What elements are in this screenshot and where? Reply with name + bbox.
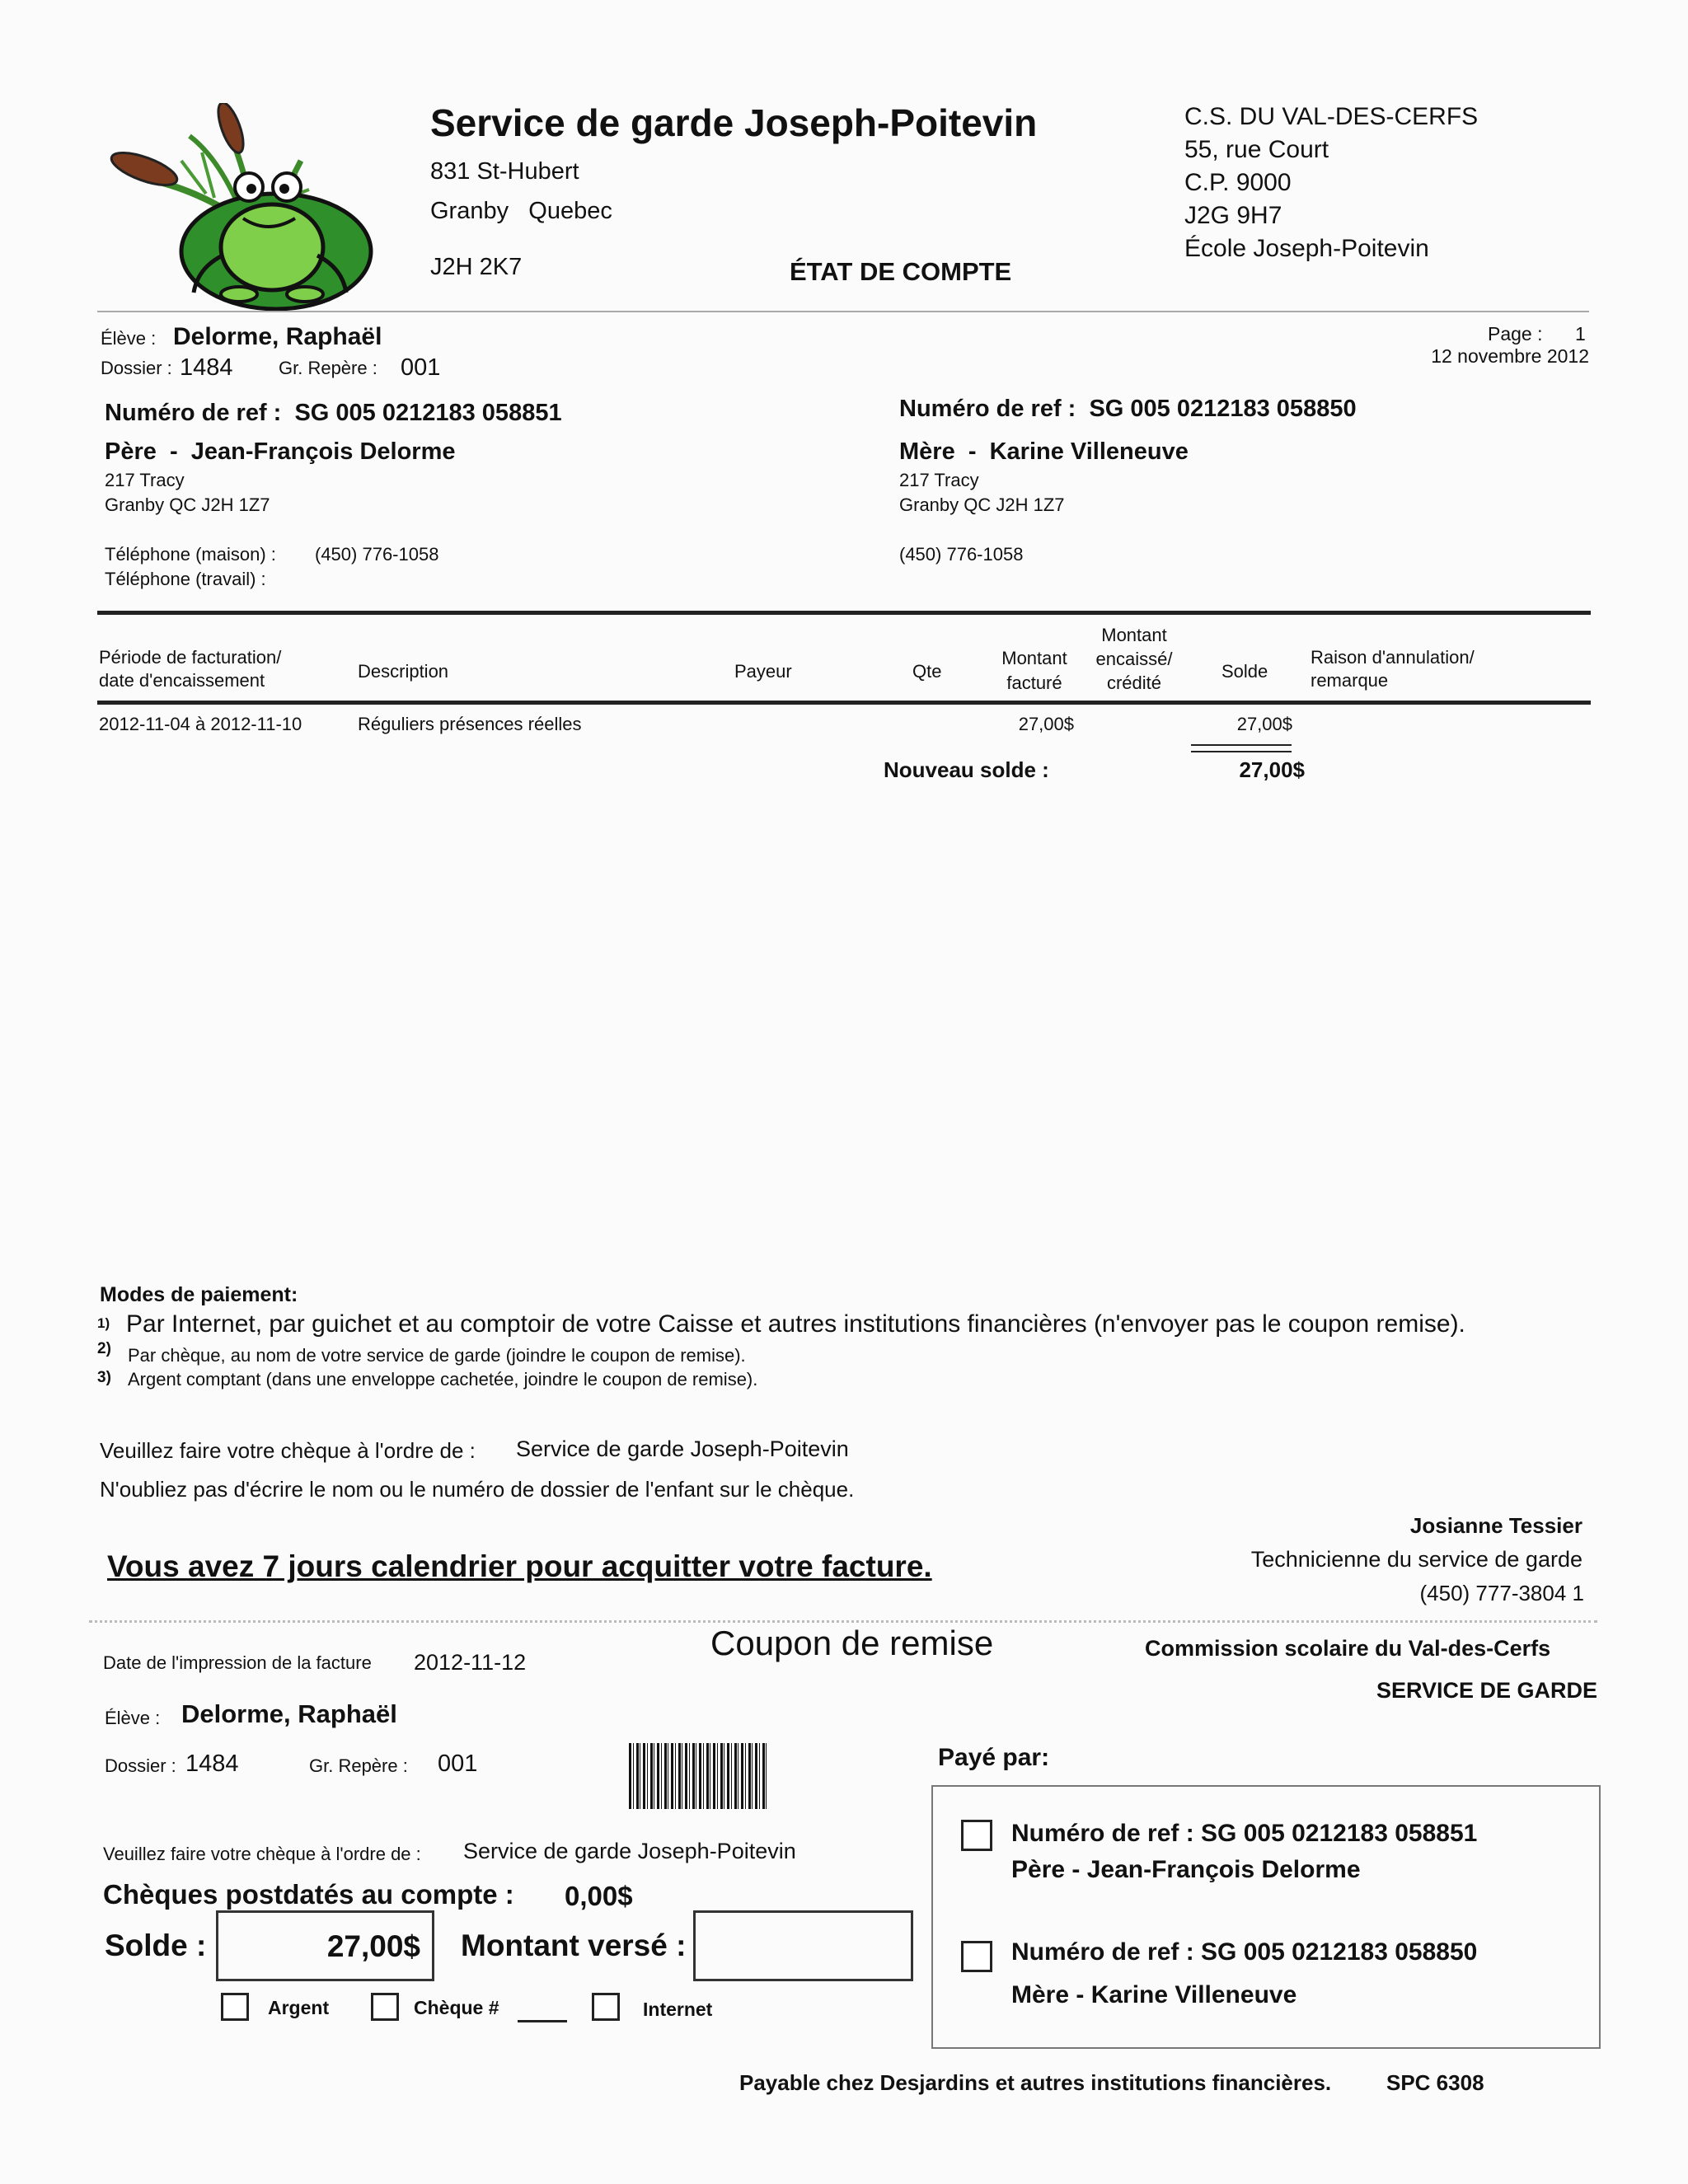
student-label: Élève : — [101, 328, 157, 349]
school-name: Service de garde Joseph-Poitevin — [430, 101, 1038, 144]
col-facture-l1: Montant — [1001, 648, 1067, 668]
paid-by-label: Payé par: — [938, 1744, 1050, 1771]
contact-title: Technicienne du service de garde — [1250, 1547, 1582, 1572]
internet-label: Internet — [643, 1999, 713, 2020]
internet-checkbox[interactable] — [592, 1993, 620, 2021]
table-top-rule — [97, 611, 1591, 615]
print-date-value: 2012-11-12 — [414, 1650, 527, 1675]
row-periode: 2012-11-04 à 2012-11-10 — [99, 714, 302, 734]
mode-number: 2) — [97, 1340, 111, 1357]
ref-label: Numéro de ref : — [899, 396, 1076, 422]
postdated-label: Chèques postdatés au compte : — [103, 1879, 514, 1910]
col-payeur: Payeur — [734, 661, 792, 682]
payer-checkbox-mother[interactable] — [961, 1941, 992, 1972]
mother-street: 217 Tracy — [899, 470, 979, 490]
cheque-order-to: Service de garde Joseph-Poitevin — [516, 1436, 849, 1461]
father-role-name: Père - Jean-François Delorme — [105, 438, 456, 465]
mode-text: Par chèque, au nom de votre service de garde (joindre le coupon de remise). — [128, 1345, 746, 1366]
page-label: Page : — [1488, 323, 1543, 344]
coupon-eleve-label: Élève : — [105, 1708, 161, 1728]
cut-line — [89, 1620, 1597, 1623]
school-postal: J2H 2K7 — [430, 254, 523, 280]
coupon-dossier-label: Dossier : — [105, 1755, 176, 1776]
col-periode — [99, 646, 281, 692]
parent-role: Mère — [899, 438, 955, 465]
phone-home-label: Téléphone (maison) : — [105, 544, 276, 565]
mother-city: Granby QC J2H 1Z7 — [899, 494, 1065, 515]
mode-number: 1) — [97, 1315, 110, 1331]
mother-phone-home: (450) 776-1058 — [899, 544, 1024, 565]
coupon-code: SPC 6308 — [1386, 2070, 1484, 2095]
col-raison-l2: remarque — [1311, 670, 1389, 691]
table-header-rule — [97, 701, 1591, 705]
coupon-repere-value: 001 — [438, 1750, 478, 1777]
board-address — [1184, 101, 1478, 265]
coupon-title: Coupon de remise — [710, 1624, 994, 1662]
ref-number: SG 005 0212183 058850 — [1089, 396, 1357, 422]
board-line: J2G 9H7 — [1184, 202, 1282, 229]
coupon-solde-value: 27,00$ — [326, 1929, 420, 1963]
repere-label: Gr. Repère : — [279, 358, 377, 378]
col-qte: Qte — [912, 661, 942, 682]
payer-mother-name: Mère - Karine Villeneuve — [1011, 1981, 1297, 2008]
payer-father-ref: Numéro de ref : SG 005 0212183 058851 — [1011, 1820, 1478, 1847]
father-street: 217 Tracy — [105, 470, 185, 490]
frog-logo — [107, 103, 383, 313]
father-phone-home: (450) 776-1058 — [315, 544, 439, 565]
document-title: ÉTAT DE COMPTE — [790, 257, 1012, 286]
ref-label: Numéro de ref : — [105, 400, 282, 426]
col-facture-l2: facturé — [1006, 673, 1062, 693]
board-line: C.S. DU VAL-DES-CERFS — [1184, 103, 1479, 130]
total-rule — [1191, 751, 1292, 752]
col-facture — [985, 646, 1084, 696]
col-solde: Solde — [1221, 661, 1268, 682]
amount-paid-input[interactable] — [693, 1910, 913, 1981]
cheque-checkbox[interactable] — [371, 1993, 399, 2021]
coupon-board-name: Commission scolaire du Val-des-Cerfs — [1145, 1636, 1551, 1661]
new-balance-value: 27,00$ — [1239, 757, 1305, 782]
page-number: 1 — [1575, 323, 1586, 344]
col-encaisse — [1085, 623, 1184, 695]
print-date-label: Date de l'impression de la facture — [103, 1652, 372, 1673]
phone-work-label: Téléphone (travail) : — [105, 569, 266, 589]
divider — [97, 311, 1589, 312]
repere-value: 001 — [401, 354, 441, 381]
contact-name: Josianne Tessier — [1409, 1513, 1582, 1538]
parent-role: Père — [105, 438, 157, 465]
board-line: 55, rue Court — [1184, 136, 1329, 163]
coupon-footer: Payable chez Desjardins et autres institutions financières. — [739, 2070, 1332, 2095]
school-city-line — [430, 198, 612, 225]
col-encaisse-l2: encaissé/ — [1095, 649, 1173, 669]
eleve-label: Élève — [101, 328, 147, 349]
coupon-order-to: Service de garde Joseph-Poitevin — [463, 1839, 796, 1863]
col-periode-l2: date d'encaissement — [99, 670, 265, 691]
statement-date: 12 novembre 2012 — [1431, 345, 1589, 367]
payer-checkbox-father[interactable] — [961, 1820, 992, 1851]
coupon-student-name: Delorme, Raphaël — [181, 1699, 397, 1728]
father-ref — [105, 400, 562, 427]
col-raison-l1: Raison d'annulation/ — [1311, 647, 1475, 668]
father-city: Granby QC J2H 1Z7 — [105, 494, 270, 515]
cheque-order-label: Veuillez faire votre chèque à l'ordre de : — [100, 1438, 476, 1463]
coupon-solde-label: Solde : — [105, 1929, 207, 1962]
mode-text: Par Internet, par guichet et au comptoir de votre Caisse et autres institutions financières (n'envoyer pas le coupon remise). — [126, 1310, 1465, 1338]
contact-phone: (450) 777-3804 1 — [1419, 1581, 1584, 1605]
payment-deadline: Vous avez 7 jours calendrier pour acquitter votre facture. — [107, 1549, 932, 1583]
col-encaisse-l3: crédité — [1106, 673, 1162, 693]
school-province: Quebec — [528, 198, 612, 224]
col-raison — [1311, 646, 1475, 692]
row-description: Réguliers présences réelles — [358, 714, 582, 734]
coupon-service: SERVICE DE GARDE — [1376, 1678, 1597, 1703]
postdated-value: 0,00$ — [565, 1881, 633, 1911]
coupon-repere-label: Gr. Repère : — [309, 1755, 408, 1776]
row-solde: 27,00$ — [1236, 714, 1292, 734]
argent-label: Argent — [268, 1997, 330, 2018]
school-street: 831 St-Hubert — [430, 158, 579, 185]
mother-role-name: Mère - Karine Villeneuve — [899, 438, 1189, 465]
barcode — [629, 1743, 769, 1809]
mother-ref — [899, 396, 1357, 423]
amount-paid-label: Montant versé : — [461, 1929, 687, 1962]
row-facture: 27,00$ — [1018, 714, 1074, 734]
col-periode-l1: Période de facturation/ — [99, 647, 282, 668]
payment-modes-title: Modes de paiement: — [100, 1283, 298, 1306]
cheque-number-line[interactable] — [518, 2020, 567, 2022]
student-name: Delorme, Raphaël — [173, 323, 382, 350]
new-balance-label: Nouveau solde : — [884, 757, 1049, 782]
school-city: Granby — [430, 198, 509, 224]
board-line: École Joseph-Poitevin — [1184, 235, 1429, 262]
cheque-label: Chèque # — [414, 1997, 499, 2018]
total-rule — [1191, 744, 1292, 746]
coupon-order-label: Veuillez faire votre chèque à l'ordre de : — [103, 1844, 421, 1864]
coupon-dossier-value: 1484 — [185, 1750, 239, 1777]
payer-mother-ref: Numéro de ref : SG 005 0212183 058850 — [1011, 1938, 1478, 1966]
solde-box — [216, 1910, 434, 1981]
board-line: C.P. 9000 — [1184, 169, 1292, 196]
dossier-label: Dossier : — [101, 358, 172, 378]
parent-name: Jean-François Delorme — [190, 438, 456, 465]
parent-name: Karine Villeneuve — [989, 438, 1189, 465]
ref-number: SG 005 0212183 058851 — [294, 400, 562, 426]
dossier-value: 1484 — [180, 354, 233, 381]
cheque-reminder: N'oubliez pas d'écrire le nom ou le numéro de dossier de l'enfant sur le chèque. — [100, 1477, 855, 1502]
col-description: Description — [358, 661, 449, 682]
col-encaisse-l1: Montant — [1101, 625, 1167, 645]
payer-father-name: Père - Jean-François Delorme — [1011, 1856, 1361, 1883]
mode-number: 3) — [97, 1369, 111, 1386]
mode-text: Argent comptant (dans une enveloppe cachetée, joindre le coupon de remise). — [128, 1369, 758, 1390]
argent-checkbox[interactable] — [221, 1993, 249, 2021]
